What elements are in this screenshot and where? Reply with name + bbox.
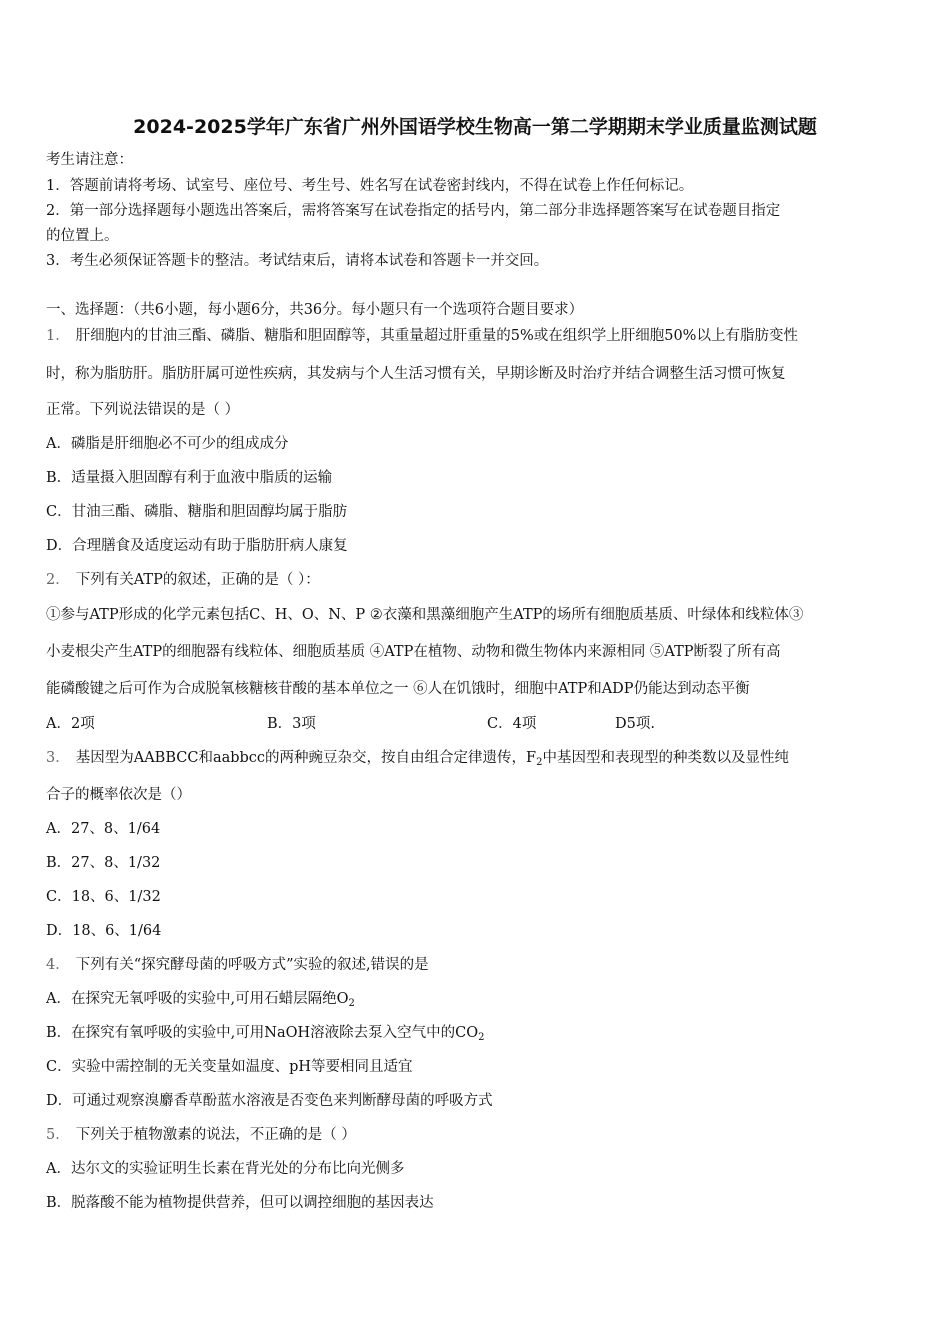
option-c: C．实验中需控制的无关变量如温度、pH等要相同且适宜 <box>46 1059 413 1075</box>
question-text: 肝细胞内的甘油三酯、磷脂、糖脂和胆固醇等，其重量超过肝重量的5%或在组织学上肝细胞50%以上有脂肪变性 <box>75 328 798 344</box>
option-text: B．在探究有氧呼吸的实验中,可用NaOH溶液除去泵入空气中的CO <box>46 1025 479 1041</box>
option-b: B．3项 <box>267 716 316 732</box>
question-4-line <box>46 955 908 975</box>
option-d: D．18、6、1/64 <box>46 923 162 939</box>
question-1-line <box>46 326 908 346</box>
question-2-line <box>46 570 908 590</box>
question-2-line: ①参与ATP形成的化学元素包括C、H、O、N、P ②衣藻和黑藻细胞产生ATP的场所有细胞质基质、叶绿体和线粒体③ <box>46 607 804 623</box>
subscript: 2 <box>478 1032 485 1043</box>
subscript: 2 <box>536 757 543 768</box>
question-text: 下列有关“探究酵母菌的呼吸方式”实验的叙述,错误的是 <box>75 957 429 973</box>
question-text: 下列有关ATP的叙述，正确的是（ ）： <box>75 572 320 588</box>
question-text: 中基因型和表现型的种类数以及显性纯 <box>542 750 789 766</box>
notice-heading: 考生请注意： <box>46 152 133 168</box>
question-text: 下列关于植物激素的说法，不正确的是（ ） <box>75 1127 356 1143</box>
option-a: A．2项 <box>46 716 95 732</box>
question-1-line: 时，称为脂肪肝。脂肪肝属可逆性疾病，其发病与个人生活习惯有关，早期诊断及时治疗并结合调整生活习惯可恢复 <box>46 366 786 382</box>
option-c: C．甘油三酯、磷脂、糖脂和胆固醇均属于脂肪 <box>46 504 348 520</box>
question-2-line: 能磷酸键之后可作为合成脱氧核糖核苷酸的基本单位之一 ⑥人在饥饿时，细胞中ATP和ADP仍能达到动态平衡 <box>46 681 750 697</box>
question-number: 5． <box>46 1127 70 1143</box>
subscript: 2 <box>348 998 355 1009</box>
question-number: 3． <box>46 750 70 766</box>
question-2-line: 小麦根尖产生ATP的细胞器有线粒体、细胞质基质 ④ATP在植物、动物和微生物体内来源相同 ⑤ATP断裂了所有高 <box>46 644 781 660</box>
question-3-line <box>46 748 908 773</box>
option-b: B．适量摄入胆固醇有利于血液中脂质的运输 <box>46 470 333 486</box>
question-text: 基因型为AABBCC和aabbcc的两种豌豆杂交，按自由组合定律遗传，F <box>75 750 537 766</box>
question-3-line: 合子的概率依次是（） <box>46 787 191 803</box>
option-d: D5项. <box>615 716 655 732</box>
option-c: C．18、6、1/32 <box>46 889 161 905</box>
section-heading: 一、选择题：（共6小题，每小题6分，共36分。每小题只有一个选项符合题目要求） <box>46 302 584 318</box>
question-number: 2． <box>46 572 70 588</box>
page-title: 2024-2025学年广东省广州外国语学校生物高一第二学期期末学业质量监测试题 <box>133 116 817 138</box>
option-b <box>46 1023 908 1048</box>
option-d: D．合理膳食及适度运动有助于脂肪肝病人康复 <box>46 538 348 554</box>
question-number: 1． <box>46 328 70 344</box>
option-a: A．27、8、1/64 <box>46 821 161 837</box>
question-number: 4． <box>46 957 70 973</box>
option-a <box>46 989 908 1014</box>
option-b: B．27、8、1/32 <box>46 855 161 871</box>
notice-item: 的位置上。 <box>46 228 119 244</box>
notice-item: 2．第一部分选择题每小题选出答案后，需将答案写在试卷指定的括号内，第二部分非选择题答案写在试卷题目指定 <box>46 203 781 219</box>
option-b: B．脱落酸不能为植物提供营养，但可以调控细胞的基因表达 <box>46 1195 434 1211</box>
option-d: D．可通过观察溴麝香草酚蓝水溶液是否变色来判断酵母菌的呼吸方式 <box>46 1093 493 1109</box>
option-text: A．在探究无氧呼吸的实验中,可用石蜡层隔绝O <box>46 991 349 1007</box>
option-a: A．达尔文的实验证明生长素在背光处的分布比向光侧多 <box>46 1161 405 1177</box>
notice-item: 3．考生必须保证答题卡的整洁。考试结束后，请将本试卷和答题卡一并交回。 <box>46 253 549 269</box>
option-a: A．磷脂是肝细胞必不可少的组成成分 <box>46 436 289 452</box>
option-c: C．4项 <box>487 716 537 732</box>
question-5-line <box>46 1125 908 1145</box>
question-1-line: 正常。下列说法错误的是（ ） <box>46 402 240 418</box>
notice-item: 1．答题前请将考场、试室号、座位号、考生号、姓名写在试卷密封线内，不得在试卷上作任何标记。 <box>46 178 694 194</box>
